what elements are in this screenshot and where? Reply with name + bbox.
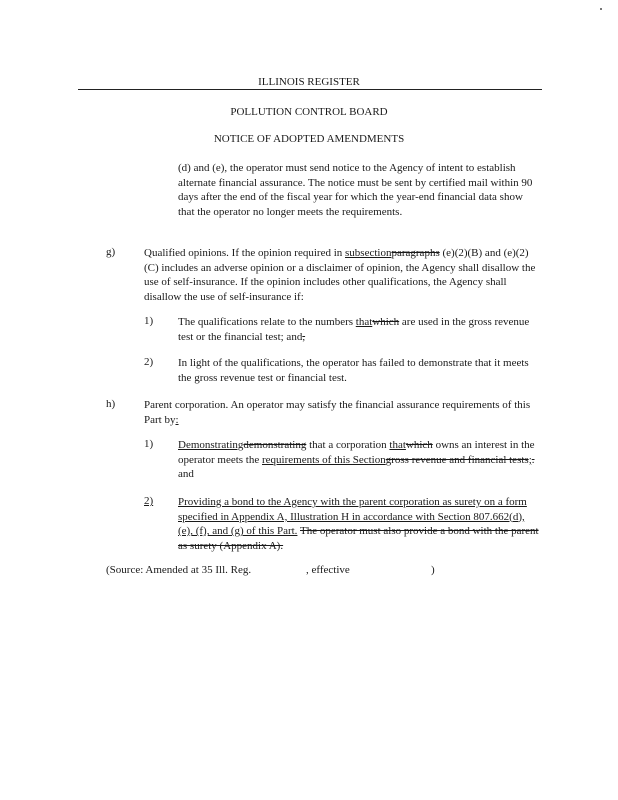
continuation-paragraph: (d) and (e), the operator must send notice to the Agency of intent to establish alternate financial assurance. The notice must be sent by certified mail within 90 days after the end of the fiscal year for which the year-end financial data show that the operator no longer meets the requirements. xyxy=(178,162,533,218)
deleted-text: which xyxy=(372,316,400,328)
inserted-text: Demonstrating xyxy=(178,439,244,451)
deleted-text: , xyxy=(302,330,306,343)
subsection-g-text: Qualified opinions. If the opinion required in subsectionparagraphs (e)(2)(B) and (e)(2)(C) includes an adverse opinion or a disclaimer of opinion, the Agency shall disallow the use of self-insurance. If the opinion includes other qualifications, the Agency shall disallow the use of self-insurance if: xyxy=(144,247,536,303)
register-title: ILLINOIS REGISTER xyxy=(258,76,360,88)
item-h2-text xyxy=(178,495,542,553)
deleted-text: paragraphs xyxy=(391,247,440,259)
item-g2-text: In light of the qualifications, the operator has failed to demonstrate that it meets the gross revenue test or financial test. xyxy=(178,357,529,384)
item-g1-text: The qualifications relate to the numbers thatwhich are used in the gross revenue test or the financial test; and, xyxy=(178,316,530,343)
inserted-text: Providing a bond to the Agency with the parent corporation as surety on a form specified in Appendix A, Illustration H in accordance with Section 807.662(d), (e), (f), and (g) of this Part. xyxy=(178,496,527,538)
deleted-text: gross revenue and financial tests xyxy=(385,453,529,466)
subsection-g-label: g) xyxy=(106,246,116,258)
header-rule xyxy=(78,89,542,90)
inserted-text: that xyxy=(389,439,406,451)
deleted-text: demonstrating xyxy=(243,439,307,451)
item-g2-label: 2) xyxy=(144,356,154,368)
item-h1-text: Demonstratingdemonstrating that a corporation thatwhich owns an interest in the operator meets the requirements of this Sectiongross revenue and financial tests;. and xyxy=(178,439,535,481)
inserted-text: ; xyxy=(528,453,532,466)
deleted-text: which xyxy=(405,439,433,451)
item-h1-label: 1) xyxy=(144,438,154,450)
source-close: ) xyxy=(431,564,435,576)
inserted-text: that xyxy=(355,316,373,328)
deleted-text: The operator must also provide a bond with the parent as surety (Appendix A). xyxy=(178,525,539,552)
notice-title: NOTICE OF ADOPTED AMENDMENTS xyxy=(213,133,405,145)
source-prefix: (Source: Amended at 35 Ill. Reg. xyxy=(106,564,252,576)
inserted-text: subsection xyxy=(345,247,392,259)
item-h2-label: 2) xyxy=(144,495,154,507)
subsection-h-label: h) xyxy=(106,398,116,410)
item-g1-label: 1) xyxy=(144,315,154,327)
subsection-h-text: Parent corporation. An operator may satisfy the financial assurance requirements of this Part by: xyxy=(144,399,531,426)
board-title: POLLUTION CONTROL BOARD xyxy=(230,106,388,118)
inserted-text: requirements of this Section xyxy=(262,453,386,466)
scan-mark xyxy=(600,8,602,10)
inserted-text: : xyxy=(175,413,179,426)
source-effective: , effective xyxy=(306,564,350,576)
deleted-text: . xyxy=(531,453,535,466)
